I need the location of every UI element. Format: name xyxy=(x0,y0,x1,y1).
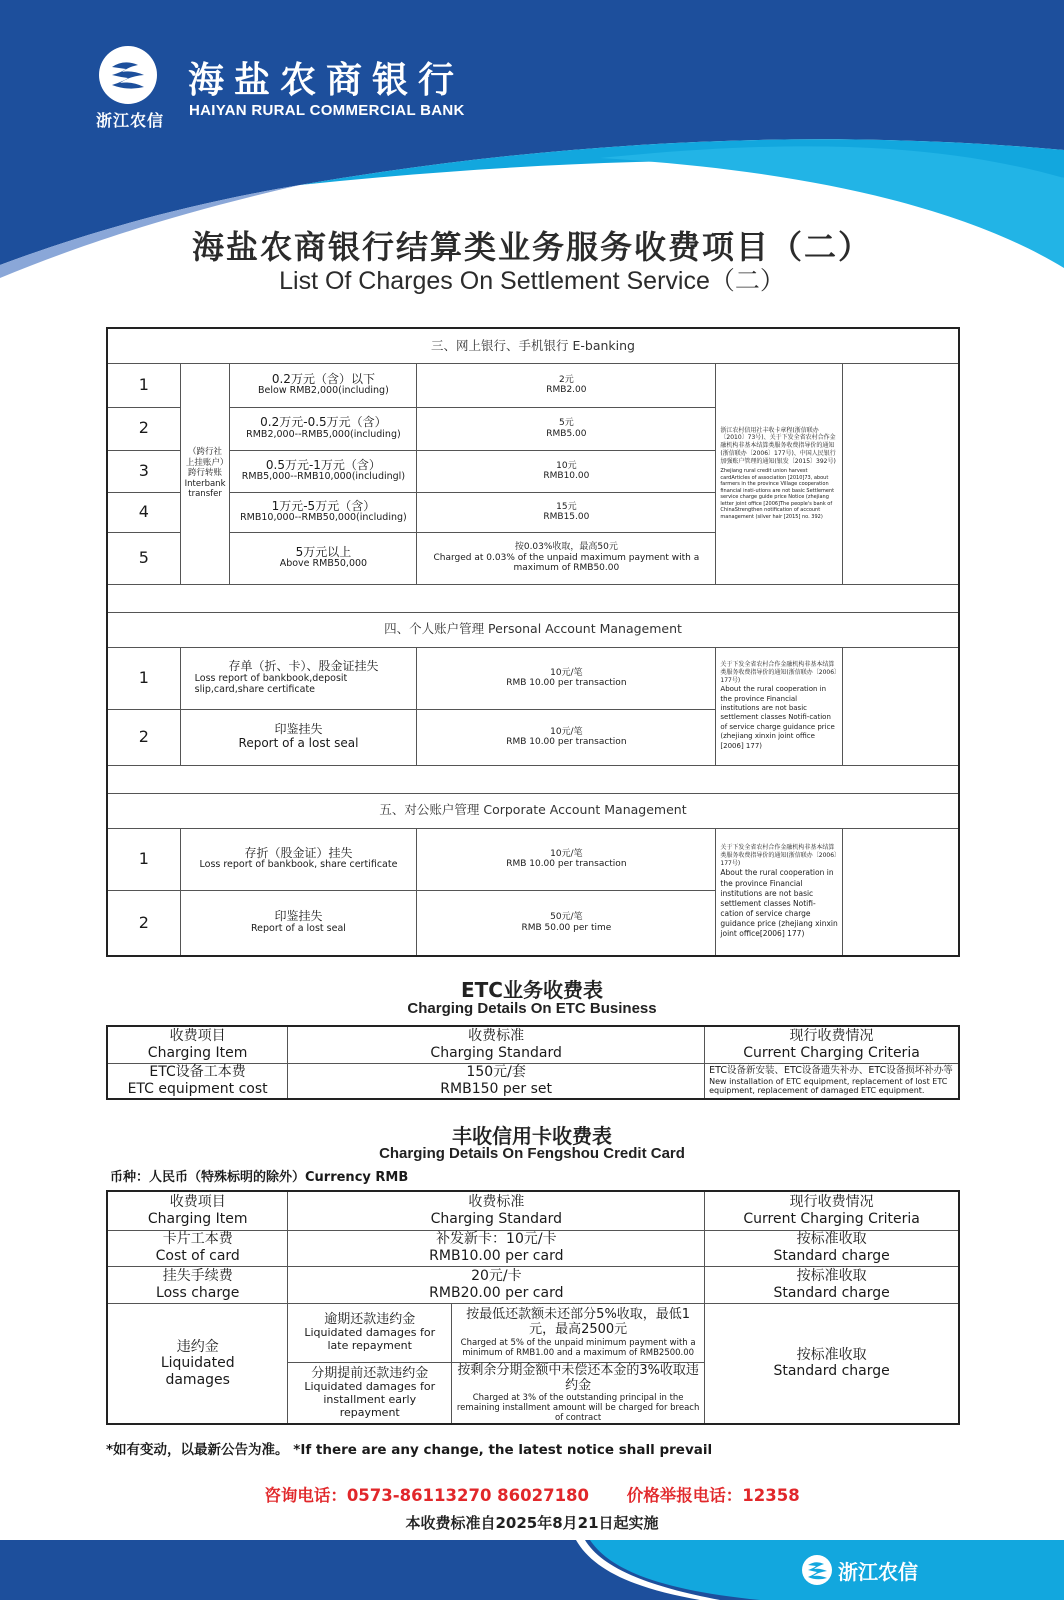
logo-subtitle: 浙江农信 xyxy=(96,111,165,130)
etc-title-cn: ETC业务收费表 xyxy=(461,978,603,1002)
footer-logo-text: 浙江农信 xyxy=(838,1560,918,1584)
section-header-row xyxy=(107,612,959,647)
header-criteria-en: Current Charging Criteria xyxy=(743,1044,920,1061)
section-title-personal: 四、个人账户管理 Personal Account Management xyxy=(107,612,959,647)
item-cn: 印鉴挂失 xyxy=(274,722,323,737)
header-criteria-en: Current Charging Criteria xyxy=(743,1210,920,1227)
item-cell xyxy=(230,450,417,492)
item-en: RMB10,000--RMB50,000(including) xyxy=(240,512,407,524)
table-row xyxy=(107,1266,959,1303)
spacer-row xyxy=(107,765,959,793)
fee-cell xyxy=(417,709,716,765)
header-item-en: Charging Item xyxy=(147,1044,248,1061)
standard-cell xyxy=(288,1063,705,1099)
section-header-row xyxy=(107,328,959,363)
item-cell xyxy=(230,407,417,450)
fee-cn: 10元/笔 xyxy=(550,848,583,859)
fee-en: RMB 10.00 per transaction xyxy=(506,678,627,688)
row-number: 4 xyxy=(107,492,180,532)
fee-en: RMB10.00 xyxy=(543,471,590,481)
change-notice: *如有变动，以最新公告为准。 *If there are any change, the latest notice shall prevail xyxy=(106,1442,713,1458)
page-title-cn: 海盐农商银行结算类业务服务收费项目（二） xyxy=(191,228,872,266)
criteria-cn: 按标准收取 xyxy=(796,1346,867,1363)
criteria-en: New installation of ETC equipment, replacement of lost ETC equipment, replacement of damaged ETC equipment. xyxy=(709,1077,948,1096)
fee-cn: 10元/笔 xyxy=(550,667,583,678)
item-cn: ETC设备工本费 xyxy=(149,1064,246,1081)
header-item-cn: 收费项目 xyxy=(169,1028,226,1045)
reference-en: About the rural cooperation in the province Financial institutions are not basic settlement classes Notifi-cation of service charge guidance price (zhejiang xinxin joint office [2006] 177) xyxy=(720,685,835,750)
header-criteria xyxy=(705,1191,959,1230)
fee-cell xyxy=(417,492,716,532)
standard-en: Charged at 5% of the unpaid minimum payment with a minimum of RMB1.00 and a maximum of RMB2500.00 xyxy=(460,1337,696,1358)
spacer-row xyxy=(107,584,959,612)
standard-en: RMB150 per set xyxy=(440,1080,552,1097)
fee-cn: 15元 xyxy=(556,501,577,512)
criteria-en: Standard charge xyxy=(773,1248,890,1264)
report-phone: 价格举报电话：12358 xyxy=(626,1486,800,1505)
fee-en: RMB 10.00 per transaction xyxy=(506,859,627,869)
row-number: 3 xyxy=(107,450,180,492)
row-number: 2 xyxy=(107,709,180,765)
header-criteria xyxy=(705,1026,959,1063)
criteria-cell xyxy=(705,1266,959,1303)
reference-cell xyxy=(716,363,843,584)
currency-note: 币种：人民币（特殊标明的除外）Currency RMB xyxy=(110,1170,409,1185)
row-number: 1 xyxy=(107,828,180,890)
bank-logo-icon xyxy=(98,45,158,105)
standard-en: Charged at 3% of the outstanding principal in the remaining installment amount will be charged for breach of contract xyxy=(456,1393,700,1424)
row-number: 1 xyxy=(107,647,180,709)
subitem-cell xyxy=(288,1303,452,1362)
subitem-cn: 分期提前还款违约金 xyxy=(311,1365,429,1381)
item-cell xyxy=(107,1063,288,1099)
etc-charges-table xyxy=(106,1025,960,1100)
table-row xyxy=(107,828,959,890)
header-standard-en: Charging Standard xyxy=(430,1210,563,1227)
item-cell xyxy=(180,709,417,765)
item-cn: 违约金 xyxy=(176,1338,219,1355)
item-cn: 挂失手续费 xyxy=(162,1267,233,1284)
standard-cell xyxy=(288,1266,705,1303)
fee-en: RMB 50.00 per time xyxy=(521,922,612,933)
standard-cell xyxy=(288,1230,705,1266)
standard-cn: 20元/卡 xyxy=(471,1267,522,1284)
criteria-cn: ETC设备新安装、ETC设备遗失补办、ETC设备损坏补办等 xyxy=(709,1065,953,1077)
section-header-row xyxy=(107,793,959,828)
item-en: Loss report of bankbook,deposit slip,card,share certificate xyxy=(194,672,348,695)
row-number: 5 xyxy=(107,532,180,584)
item-en: Below RMB2,000(including) xyxy=(258,385,389,397)
criteria-cell xyxy=(705,1303,959,1424)
header-standard xyxy=(288,1026,705,1063)
row-number: 2 xyxy=(107,407,180,450)
header-standard-cn: 收费标准 xyxy=(468,1028,525,1045)
header-item-cn: 收费项目 xyxy=(169,1194,226,1211)
item-en: Loss report of bankbook, share certificate xyxy=(199,859,398,871)
fee-cn: 2元 xyxy=(559,374,574,385)
item-en: Above RMB50,000 xyxy=(279,558,368,570)
header-item xyxy=(107,1026,288,1063)
subitem-en: Liquidated damages for late repayment xyxy=(304,1326,436,1353)
interbank-transfer-label: （跨行社上挂账户）跨行转账 Interbank transfer xyxy=(180,363,230,584)
header-item-en: Charging Item xyxy=(147,1210,248,1227)
item-cn: 存折（股金证）挂失 xyxy=(244,845,353,860)
reference-en: About the rural cooperation in the province Financial institutions are not basic settlement classes Notifi-cation of service charge guidance price (zhejiang xinxin joint office[2006] 177) xyxy=(720,868,838,939)
fee-cell xyxy=(417,828,716,890)
fee-cell xyxy=(417,407,716,450)
fee-cell xyxy=(417,532,716,584)
header-criteria-cn: 现行收费情况 xyxy=(789,1028,874,1045)
criteria-cn: 按标准收取 xyxy=(796,1231,867,1248)
item-cn: 0.2万元（含）以下 xyxy=(271,371,375,386)
item-en: Report of a lost seal xyxy=(251,923,346,935)
table-header-row xyxy=(107,1191,959,1230)
fee-cn: 10元/笔 xyxy=(550,726,583,737)
fee-cn: 按0.03%收取，最高50元 xyxy=(514,542,618,553)
header-standard xyxy=(288,1191,705,1230)
item-cell xyxy=(230,363,417,407)
fee-en: RMB5.00 xyxy=(546,428,587,439)
item-cn: 印鉴挂失 xyxy=(274,909,323,924)
standard-en: RMB20.00 per card xyxy=(429,1284,564,1301)
reference-cell xyxy=(716,647,843,765)
section-title-corporate: 五、对公账户管理 Corporate Account Management xyxy=(107,793,959,828)
table-row xyxy=(107,363,959,407)
standard-cell xyxy=(452,1362,705,1424)
row-number: 1 xyxy=(107,363,180,407)
effective-date: 本收费标准自2025年8月21日起实施 xyxy=(405,1514,659,1532)
item-en: Cost of card xyxy=(155,1248,240,1264)
item-cell xyxy=(107,1303,288,1424)
row-number: 2 xyxy=(107,890,180,956)
standard-cn: 补发新卡：10元/卡 xyxy=(436,1231,557,1248)
subitem-en: Liquidated damages for installment early repayment xyxy=(304,1380,436,1419)
credit-card-charges-table xyxy=(106,1190,960,1425)
fee-cn: 5元 xyxy=(559,418,574,429)
table-row xyxy=(107,1063,959,1099)
item-cell xyxy=(180,890,417,956)
item-en: Liquidated damages xyxy=(160,1355,235,1388)
bank-name-cn: 海盐农商银行 xyxy=(188,59,465,101)
standard-en: RMB10.00 per card xyxy=(429,1248,564,1264)
page-title-en: List Of Charges On Settlement Service（二） xyxy=(279,267,785,295)
fengshou-title-cn: 丰收信用卡收费表 xyxy=(452,1124,612,1148)
header-criteria-cn: 现行收费情况 xyxy=(789,1194,874,1211)
standard-cn: 按最低还款额未还部分5%收取，最低1元，最高2500元 xyxy=(466,1307,691,1338)
item-cn: 0.5万元-1万元（含） xyxy=(265,457,381,472)
item-en: Report of a lost seal xyxy=(238,736,359,750)
header-standard-cn: 收费标准 xyxy=(468,1194,525,1211)
settlement-charges-table xyxy=(106,327,960,957)
section-title-ebanking: 三、网上银行、手机银行 E-banking xyxy=(107,328,959,363)
table-header-row xyxy=(107,1026,959,1063)
header-standard-en: Charging Standard xyxy=(430,1044,562,1061)
fee-cell xyxy=(417,450,716,492)
standard-cell xyxy=(452,1303,705,1362)
item-cell xyxy=(107,1230,288,1266)
bank-name-en: HAIYAN RURAL COMMERCIAL BANK xyxy=(189,102,465,119)
item-cell xyxy=(230,492,417,532)
reference-cn: 浙江农村信用社丰收卡章程(浙信联办〔2010〕73号)、关于下发全省农村合作金融机构非基本结算类服务收费指导价的通知(浙信联办〔2006〕177号)、中国人民银行加强账户管理的通知(银发〔2015〕392号) xyxy=(720,426,836,465)
fee-cell xyxy=(417,647,716,709)
item-cn: 0.2万元-0.5万元（含） xyxy=(260,415,387,430)
fee-en: RMB 10.00 per transaction xyxy=(506,737,627,747)
item-cell xyxy=(107,1266,288,1303)
reference-cn: 关于下发全省农村合作金融机构非基本结算类服务收费指导价的通知(浙信联办〔2006〕177号) xyxy=(720,844,838,868)
item-en: Loss charge xyxy=(156,1284,240,1301)
reference-cell xyxy=(716,828,843,956)
item-en: ETC equipment cost xyxy=(127,1080,268,1097)
item-cn: 5万元以上 xyxy=(295,544,352,559)
standard-cn: 150元/套 xyxy=(466,1064,526,1081)
criteria-cell xyxy=(705,1063,959,1099)
consult-phone: 咨询电话：0573-86113270 86027180 xyxy=(264,1486,590,1505)
item-en: RMB2,000--RMB5,000(including) xyxy=(246,428,401,440)
item-en: RMB5,000--RMB10,000(includingl) xyxy=(241,471,406,483)
spacer-cell xyxy=(107,765,959,793)
fee-en: Charged at 0.03% of the unpaid maximum payment with a maximum of RMB50.00 xyxy=(433,552,700,574)
reference-cn: 关于下发全省农村合作金融机构非基本结算类服务收费指导价的通知(浙信联办〔2006〕177号) xyxy=(720,660,838,685)
fee-cn: 10元 xyxy=(556,460,577,471)
table-row xyxy=(107,1230,959,1266)
fengshou-title-en: Charging Details On Fengshou Credit Card xyxy=(379,1145,685,1162)
header-item xyxy=(107,1191,288,1230)
criteria-cn: 按标准收取 xyxy=(796,1267,867,1284)
fee-cell xyxy=(417,363,716,407)
criteria-cell xyxy=(705,1230,959,1266)
item-cell xyxy=(180,647,417,709)
fee-cell xyxy=(417,890,716,956)
criteria-en: Standard charge xyxy=(773,1284,890,1301)
fee-en: RMB2.00 xyxy=(546,385,587,395)
blank-cell xyxy=(843,363,959,584)
standard-cn: 按剩余分期金额中未偿还本金的3%收取违约金 xyxy=(457,1362,699,1393)
blank-cell xyxy=(843,828,959,956)
fee-cn: 50元/笔 xyxy=(550,912,583,923)
contact-line xyxy=(0,1482,1064,1506)
spacer-cell xyxy=(107,584,959,612)
item-cn: 存单（折、卡）、股金证挂失 xyxy=(228,659,379,674)
reference-en: Zhejiang rural credit union harvest cardArticles of association [2010]73, about farmers in the province Village cooperation financial insti-utions are not basic Settlement service charge guide price Notice (zhejiang letter joint office [2006]The people's bank of ChinaStrengthen notification of account management (silver hair [2015] no. 392) xyxy=(720,468,835,520)
etc-title-en: Charging Details On ETC Business xyxy=(407,1000,657,1017)
fee-en: RMB15.00 xyxy=(543,512,590,522)
table-row xyxy=(107,1303,959,1362)
subitem-cn: 逾期还款违约金 xyxy=(324,1311,416,1327)
item-cell xyxy=(180,828,417,890)
criteria-en: Standard charge xyxy=(773,1363,890,1380)
table-row xyxy=(107,647,959,709)
item-cn: 1万元-5万元（含） xyxy=(271,498,376,513)
subitem-cell xyxy=(288,1362,452,1424)
item-cell xyxy=(230,532,417,584)
blank-cell xyxy=(843,647,959,765)
item-cn: 卡片工本费 xyxy=(162,1231,233,1248)
